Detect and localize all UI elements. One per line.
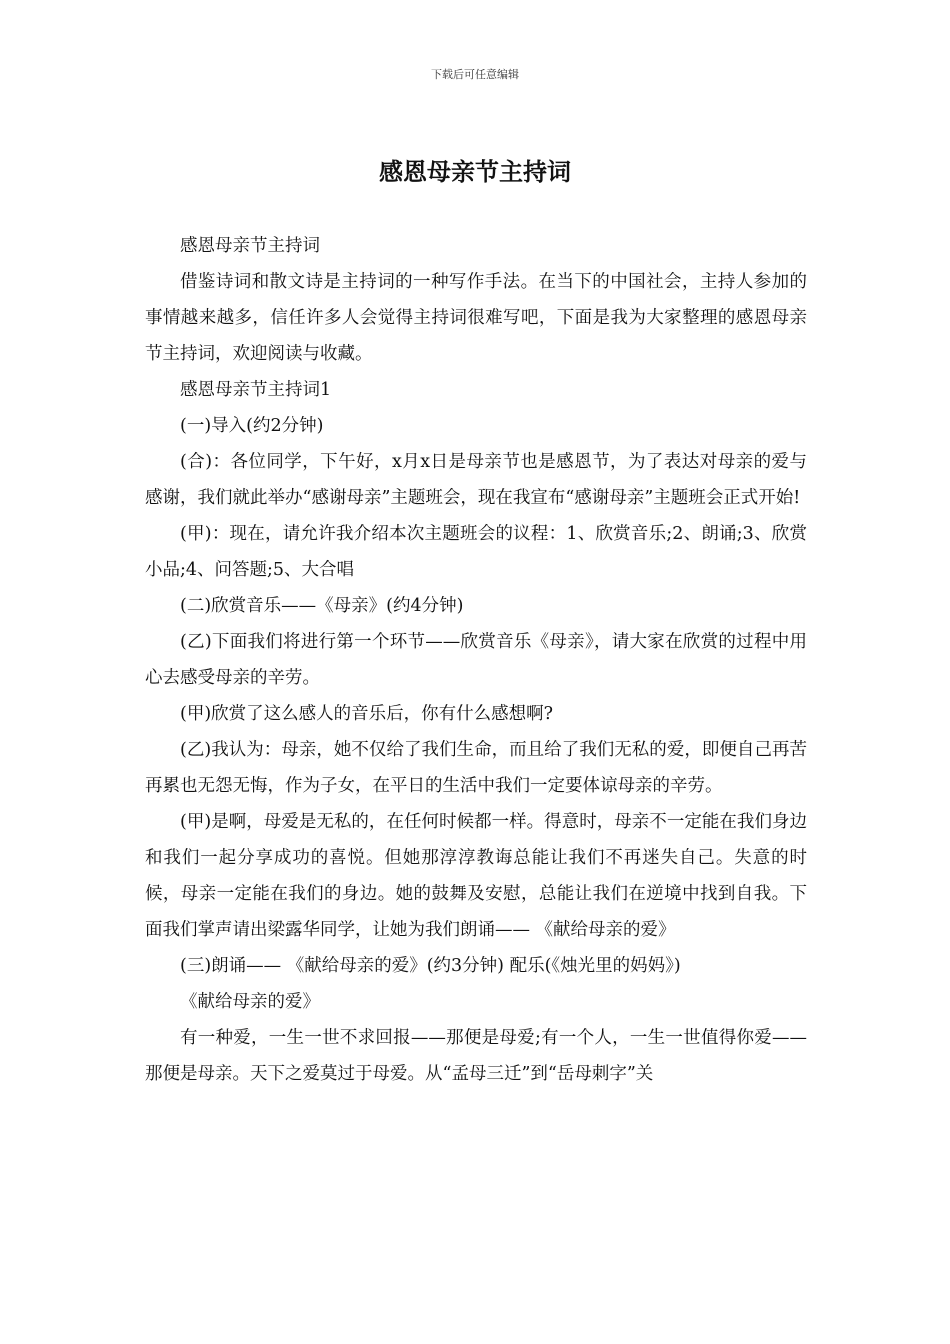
paragraph: (甲)欣赏了这么感人的音乐后，你有什么感想啊? (180, 704, 554, 724)
header-note: 下载后可任意编辑 (431, 68, 519, 81)
paragraph: (甲)是啊，母爱是无私的，在任何时候都一样。得意时，母亲不一定能在我们身边和我们一起分享成功的喜悦。但她那淳淳教诲总能让我们不再迷失自己。失意的时候，母亲一定能在我们的身边。她的鼓舞及安慰，总能让我们在逆境中找到自我。下面我们掌声请出梁露华同学，让她为我们朗诵—— 《献给母亲的爱》 (145, 812, 807, 940)
paragraph: 有一种爱，一生一世不求回报——那便是母爱;有一个人，一生一世值得你爱——那便是母亲。天下之爱莫过于母爱。从“孟母三迁”到“岳母刺字”关 (145, 1028, 807, 1084)
paragraph: (甲)：现在，请允许我介绍本次主题班会的议程：1、欣赏音乐;2、朗诵;3、欣赏小品;4、问答题;5、大合唱 (145, 524, 807, 580)
paragraph: (乙)我认为：母亲，她不仅给了我们生命，而且给了我们无私的爱，即便自己再苦再累也无怨无悔，作为子女，在平日的生活中我们一定要体谅母亲的辛劳。 (145, 740, 807, 796)
paragraph: (合)：各位同学，下午好，x月x日是母亲节也是感恩节，为了表达对母亲的爱与感谢，我们就此举办“感谢母亲”主题班会，现在我宣布“感谢母亲”主题班会正式开始! (145, 452, 807, 508)
paragraph: (乙)下面我们将进行第一个环节——欣赏音乐《母亲》，请大家在欣赏的过程中用心去感受母亲的辛劳。 (145, 632, 807, 688)
paragraph: 借鉴诗词和散文诗是主持词的一种写作手法。在当下的中国社会，主持人参加的事情越来越多，信任许多人会觉得主持词很难写吧，下面是我为大家整理的感恩母亲节主持词，欢迎阅读与收藏。 (145, 272, 807, 364)
paragraph: (三)朗诵—— 《献给母亲的爱》(约3分钟) 配乐(《烛光里的妈妈》) (180, 956, 681, 976)
paragraph: 感恩母亲节主持词 (180, 236, 320, 256)
paragraph: 感恩母亲节主持词1 (180, 380, 332, 400)
document-body (145, 228, 807, 1092)
paragraph: (一)导入(约2分钟) (180, 416, 324, 436)
paragraph: 《献给母亲的爱》 (180, 992, 320, 1012)
document-title: 感恩母亲节主持词 (379, 158, 571, 186)
paragraph: (二)欣赏音乐——《母亲》(约4分钟) (180, 596, 464, 616)
